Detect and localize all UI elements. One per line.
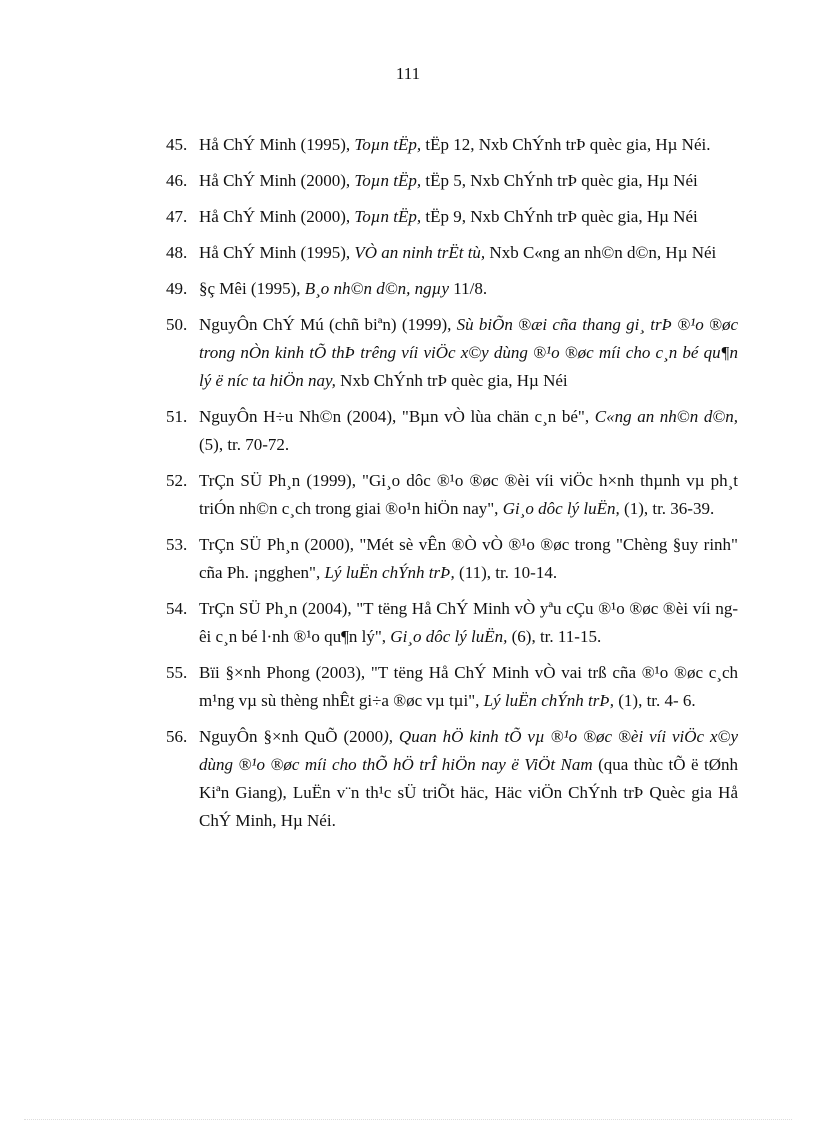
reference-text: NguyÔn H÷u Nh©n (2004), "Bµn vÒ lùa chän c¸n bé", (199, 407, 595, 426)
reference-text: (qua thùc tÕ ë tØnh Kiªn Giang), LuËn v¨n th¹c sÜ triÕt häc, Häc viÖn ChÝnh trÞ Quèc gia Hå ChÝ Minh, Hµ Néi. (199, 755, 738, 830)
reference-text: Hå ChÝ Minh (2000), (199, 171, 355, 190)
reference-title-italic: Lý luËn chÝnh trÞ, (324, 563, 455, 582)
reference-number: 56. (166, 727, 188, 746)
reference-text: (1), tr. 36-39. (619, 499, 715, 518)
reference-item (134, 167, 738, 195)
reference-item (134, 203, 738, 231)
reference-number: 46. (166, 171, 188, 190)
reference-text: Hå ChÝ Minh (2000), (199, 207, 355, 226)
reference-text: (5), tr. 70-72. (199, 435, 290, 454)
reference-item (134, 659, 738, 715)
reference-title-italic: Toµn tËp, (354, 135, 422, 154)
reference-number: 45. (166, 135, 188, 154)
reference-number: 49. (166, 279, 188, 298)
reference-number: 53. (166, 535, 188, 554)
reference-title-italic: B¸o nh©n d©n, (304, 279, 411, 298)
reference-item (134, 403, 738, 459)
reference-number: 52. (166, 471, 188, 490)
reference-text: tËp 12, Nxb ChÝnh trÞ quèc gia, Hµ Néi. (421, 135, 711, 154)
reference-title-italic: Sù biÕn ®æi cña thang gi¸ trÞ ®¹o ®øc trong nÒn kinh tÕ thÞ trêng víi viÖc x©y dùng ®¹o ®øc míi cho c¸n bé qu¶n lý ë níc ta hiÖn nay, (199, 315, 739, 390)
reference-text: Hå ChÝ Minh (1995), (199, 135, 355, 154)
reference-text: TrÇn SÜ Ph¸n (2004), "T tëng Hå ChÝ Minh vÒ yªu cÇu ®¹o ®øc ®èi víi ngêi c¸n bé l·nh ®¹o qu¶n lý", (199, 599, 738, 646)
reference-item (134, 275, 738, 303)
reference-title-italic: Gi¸o dôc lý luËn, (390, 627, 508, 646)
reference-text: (11), tr. 10-14. (454, 563, 558, 582)
reference-number: 55. (166, 663, 188, 682)
reference-text: TrÇn SÜ Ph¸n (1999), "Gi¸o dôc ®¹o ®øc ®èi víi viÖc h×nh thµnh vµ ph¸t triÓn nh©n c¸ch trong giai ®o¹n hiÖn nay", (199, 471, 738, 518)
reference-text: §ç Mêi (1995), (199, 279, 305, 298)
reference-list (134, 131, 738, 843)
reference-item (134, 723, 738, 835)
reference-text: (1), tr. 4- 6. (614, 691, 696, 710)
reference-title-italic: C«ng an nh©n d©n, (594, 407, 739, 426)
reference-number: 54. (166, 599, 188, 618)
reference-title-italic: VÒ an ninh trËt tù, (354, 243, 486, 262)
reference-number: 47. (166, 207, 188, 226)
page-bottom-divider (24, 1119, 792, 1120)
reference-title-italic: Gi¸o dôc lý luËn, (502, 499, 620, 518)
reference-text: tËp 5, Nxb ChÝnh trÞ quèc gia, Hµ Néi (421, 171, 698, 190)
reference-number: 48. (166, 243, 188, 262)
reference-text: NguyÔn §×nh QuÕ (2000 (199, 727, 384, 746)
reference-item (134, 467, 738, 523)
reference-number: 50. (166, 315, 188, 334)
reference-text: (6), tr. 11-15. (507, 627, 602, 646)
reference-title-italic: Toµn tËp, (354, 207, 422, 226)
reference-text: tËp 9, Nxb ChÝnh trÞ quèc gia, Hµ Néi (421, 207, 698, 226)
reference-title-italic: Lý luËn chÝnh trÞ, (483, 691, 614, 710)
page-number: 111 (395, 64, 421, 83)
reference-text: NguyÔn ChÝ Mú (chñ biªn) (1999), (199, 315, 457, 334)
reference-item (134, 595, 738, 651)
reference-title-italic: ), Quan hÖ kinh tÕ vµ ®¹o ®øc ®èi víi viÖc x©y dùng ®¹o ®øc míi cho thÕ hÖ trÎ hiÖn nay ë ViÖt Nam (199, 727, 738, 774)
reference-text: Hå ChÝ Minh (1995), (199, 243, 355, 262)
reference-item (134, 131, 738, 159)
reference-text: TrÇn SÜ Ph¸n (2000), "Mét sè vÊn ®Ò vÒ ®¹o ®øc trong "Chèng §uy rinh" cña Ph. ¡ngghen", (199, 535, 738, 582)
reference-title-italic: ngµy (414, 279, 449, 298)
reference-item (134, 311, 738, 395)
reference-number: 51. (166, 407, 188, 426)
reference-title-italic: Toµn tËp, (354, 171, 422, 190)
reference-text: Bïi §×nh Phong (2003), "T tëng Hå ChÝ Minh vÒ vai trß cña ®¹o ®øc c¸ch m¹ng vµ sù thèng nhÊt gi÷a ®øc vµ tµi", (199, 663, 738, 710)
reference-item (134, 239, 738, 267)
reference-text: Nxb ChÝnh trÞ quèc gia, Hµ Néi (335, 371, 568, 390)
reference-item (134, 531, 738, 587)
reference-text: 11/8. (449, 279, 488, 298)
reference-text: Nxb C«ng an nh©n d©n, Hµ Néi (485, 243, 717, 262)
